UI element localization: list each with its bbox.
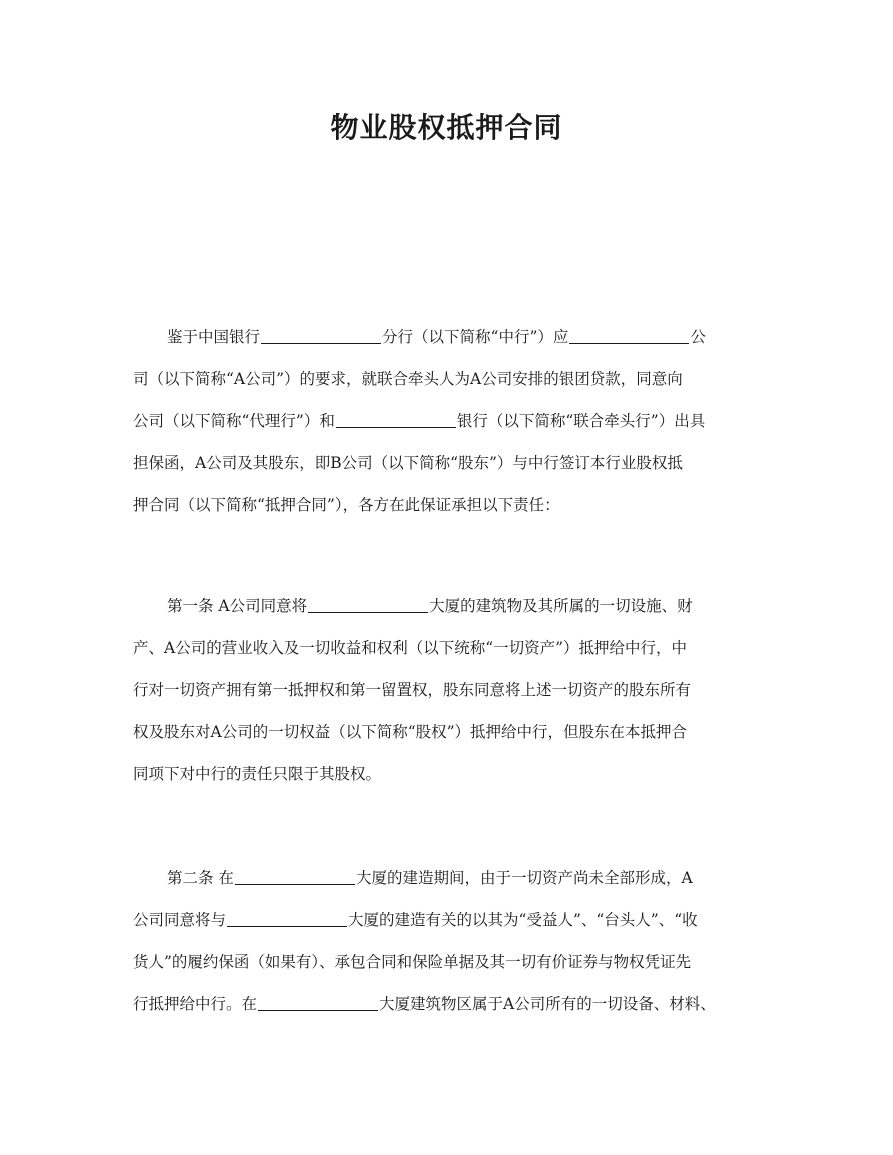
text-segment: 押合同（以下简称“抵押合同”），各方在此保证承担以下责任： [133, 496, 560, 514]
document-title: 物业股权抵押合同 [330, 111, 563, 144]
fill-in-blank [308, 594, 428, 613]
paragraph-line [133, 400, 769, 442]
text-segment: 大厦建筑物区属于A公司所有的一切设备、材料、 [379, 995, 716, 1013]
text-segment: 司（以下简称“A公司”）的要求，就联合牵头人为A公司安排的银团贷款，同意向 [133, 370, 683, 388]
paragraph-article-1 [133, 585, 769, 795]
text-segment: 银行（以下简称“联合牵头行”）出具 [456, 412, 706, 430]
paragraph-article-2 [133, 857, 769, 1025]
paragraph-line [133, 484, 769, 526]
paragraph-line [133, 983, 769, 1025]
text-segment: 担保函，A公司及其股东，即B公司（以下简称“股东”）与中行签订本行业股权抵 [133, 454, 683, 472]
fill-in-blank [235, 866, 355, 885]
text-segment: 大厦的建造有关的以其为“受益人”、“台头人”、“收 [348, 911, 698, 929]
text-segment: 行对一切资产拥有第一抵押权和第一留置权，股东同意将上述一切资产的股东所有 [133, 681, 692, 699]
paragraph-line [133, 753, 769, 795]
paragraph-line [133, 358, 769, 400]
text-segment: 鉴于中国银行 [167, 328, 261, 346]
paragraph-line [133, 442, 769, 484]
paragraph-preamble [133, 316, 769, 526]
text-segment: 货人”的履约保函（如果有）、承包合同和保险单据及其一切有价证券与物权凭证先 [133, 953, 692, 971]
paragraph-line [133, 316, 769, 358]
text-segment: 大厦的建造期间，由于一切资产尚未全部形成，A [355, 869, 693, 887]
paragraph-line [133, 941, 769, 983]
text-segment: 行抵押给中行。在 [133, 995, 258, 1013]
fill-in-blank [227, 908, 347, 927]
paragraph-line [133, 669, 769, 711]
fill-in-blank [258, 992, 378, 1011]
text-segment: 第一条 A公司同意将 [167, 597, 308, 615]
text-segment: 权及股东对A公司的一切权益（以下简称“股权”）抵押给中行，但股东在本抵押合 [133, 723, 688, 741]
text-segment: 公 [690, 328, 706, 346]
paragraph-line [133, 899, 769, 941]
text-segment: 产、A公司的营业收入及一切收益和权利（以下统称“一切资产”）抵押给中行，中 [133, 639, 688, 657]
text-segment: 同项下对中行的责任只限于其股权。 [133, 765, 382, 783]
fill-in-blank [336, 409, 456, 428]
text-segment: 第二条 在 [167, 869, 234, 887]
fill-in-blank [569, 325, 689, 344]
paragraph-line [133, 711, 769, 753]
paragraph-line [133, 627, 769, 669]
text-segment: 公司（以下简称“代理行”）和 [133, 412, 335, 430]
text-segment: 公司同意将与 [133, 911, 227, 929]
text-segment: 分行（以下简称“中行”）应 [382, 328, 569, 346]
fill-in-blank [261, 325, 381, 344]
paragraph-line [133, 857, 769, 899]
paragraph-line [133, 585, 769, 627]
text-segment: 大厦的建筑物及其所属的一切设施、财 [429, 597, 693, 615]
